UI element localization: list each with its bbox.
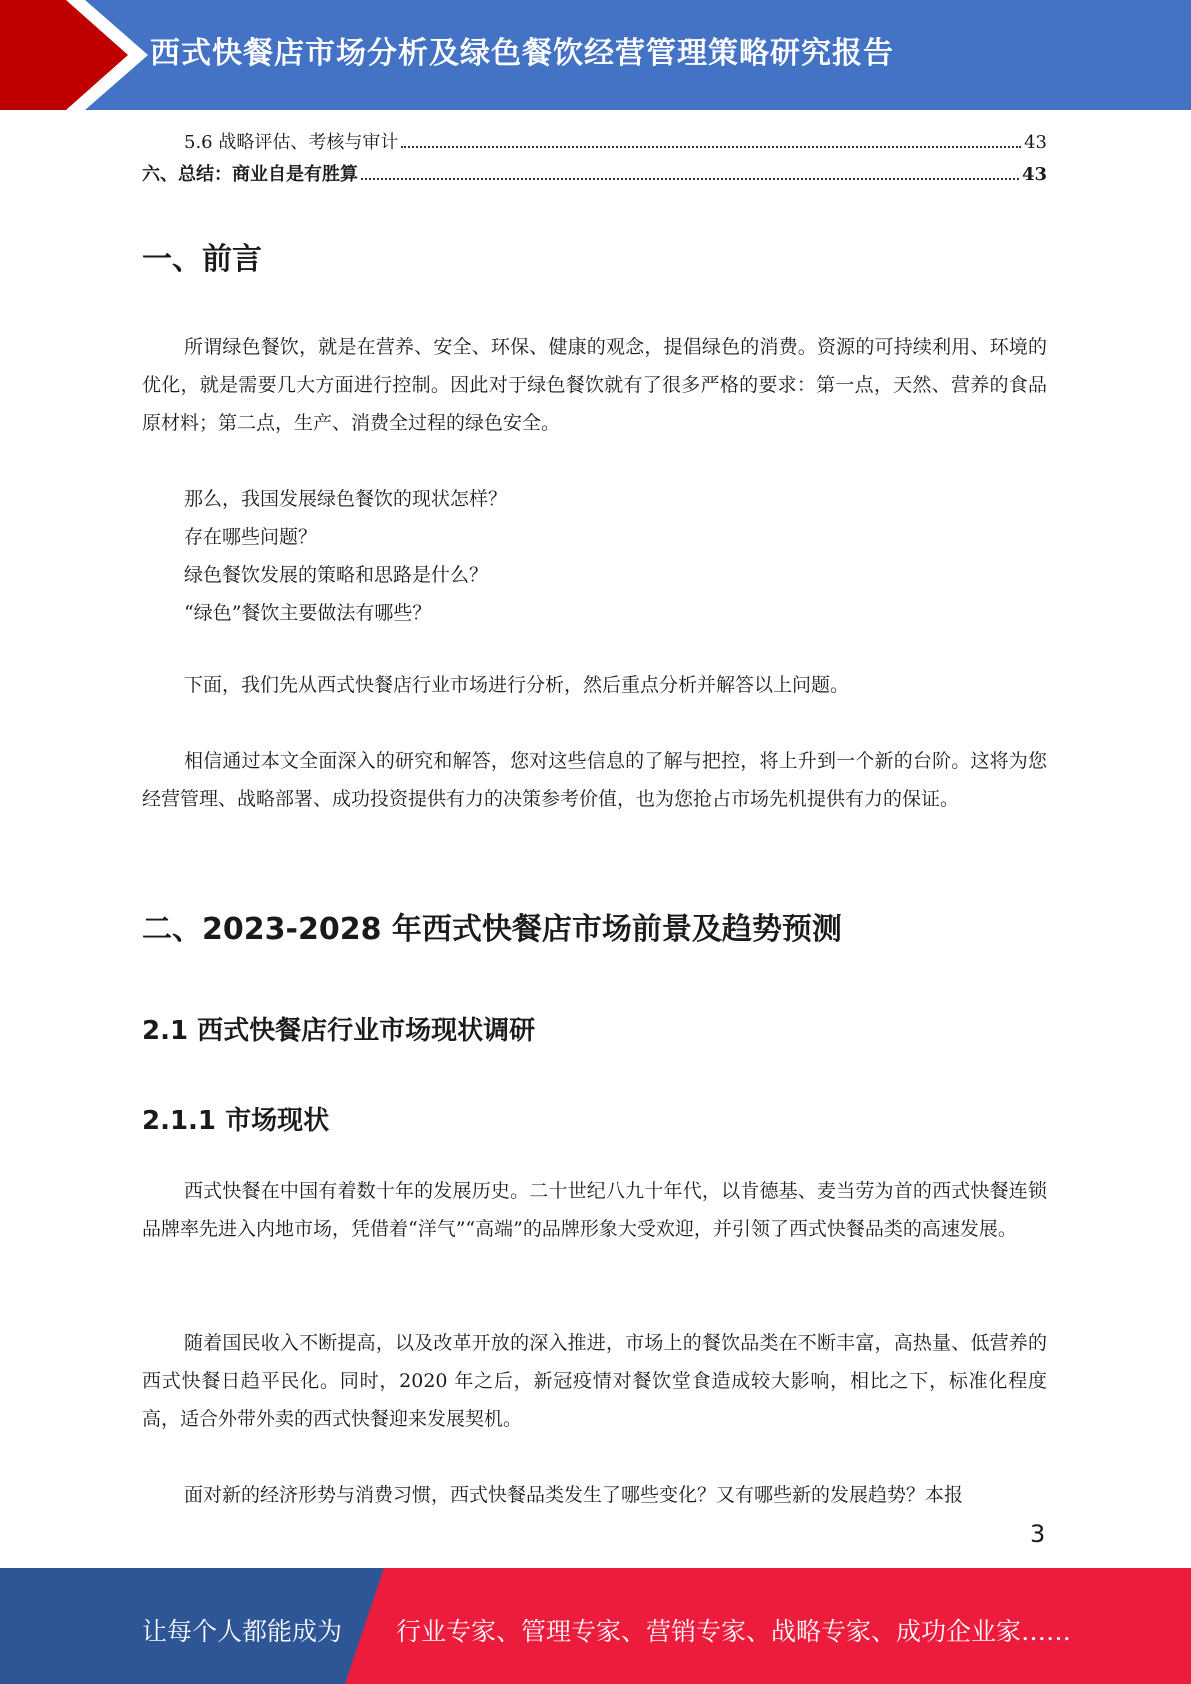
paragraph: 相信通过本文全面深入的研究和解答，您对这些信息的了解与把控，将上升到一个新的台阶。这将为您经营管理、战略部署、成功投资提供有力的决策参考价值，也为您抢占市场先机提供有力的保证。 bbox=[142, 750, 1047, 810]
footer-slogan-left: 让每个人都能成为 bbox=[142, 1617, 343, 1646]
paragraph: 面对新的经济形势与消费习惯，西式快餐品类发生了哪些变化？又有哪些新的发展趋势？本报 bbox=[184, 1484, 964, 1506]
table-of-contents bbox=[142, 128, 1047, 192]
toc-entry[interactable] bbox=[142, 160, 1047, 192]
question-line: 存在哪些问题？ bbox=[184, 526, 318, 548]
toc-entry-page: 43 bbox=[1021, 164, 1047, 185]
page-content bbox=[142, 128, 1047, 1506]
toc-leader-dots bbox=[401, 146, 1021, 148]
page-number: 3 bbox=[1030, 1520, 1046, 1548]
subsection-heading-market-research: 2.1 西式快餐店行业市场现状调研 bbox=[142, 1016, 536, 1046]
section-heading-market-outlook: 二、2023-2028 年西式快餐店市场前景及趋势预测 bbox=[142, 912, 842, 947]
toc-entry-title: 5.6 战略评估、考核与审计 bbox=[184, 132, 399, 153]
question-line: 绿色餐饮发展的策略和思路是什么？ bbox=[184, 564, 489, 586]
header-title: 西式快餐店市场分析及绿色餐饮经营管理策略研究报告 bbox=[150, 36, 894, 71]
paragraph: 下面，我们先从西式快餐店行业市场进行分析，然后重点分析并解答以上问题。 bbox=[184, 674, 850, 696]
section-heading-preface: 一、前言 bbox=[142, 242, 262, 277]
paragraph: 所谓绿色餐饮，就是在营养、安全、环保、健康的观念，提倡绿色的消费。资源的可持续利用、环境的优化，就是需要几大方面进行控制。因此对于绿色餐饮就有了很多严格的要求：第一点，天然、营养的食品原材料；第二点，生产、消费全过程的绿色安全。 bbox=[142, 336, 1047, 434]
toc-leader-dots bbox=[361, 178, 1019, 180]
page-header bbox=[0, 0, 1191, 110]
paragraph: 西式快餐在中国有着数十年的发展历史。二十世纪八九十年代，以肯德基、麦当劳为首的西式快餐连锁品牌率先进入内地市场，凭借着“洋气”“高端”的品牌形象大受欢迎，并引领了西式快餐品类的高速发展。 bbox=[142, 1180, 1047, 1240]
question-line: 那么，我国发展绿色餐饮的现状怎样？ bbox=[184, 488, 508, 510]
footer-slogan-right: 行业专家、管理专家、营销专家、战略专家、成功企业家…… bbox=[396, 1617, 1072, 1646]
toc-entry[interactable] bbox=[142, 128, 1047, 160]
question-line: “绿色”餐饮主要做法有哪些？ bbox=[184, 602, 432, 624]
toc-entry-title: 六、总结：商业自是有胜算 bbox=[142, 164, 358, 185]
page-footer bbox=[0, 1568, 1191, 1684]
toc-entry-page: 43 bbox=[1024, 132, 1047, 153]
subsection-heading-market-status: 2.1.1 市场现状 bbox=[142, 1106, 330, 1136]
paragraph: 随着国民收入不断提高，以及改革开放的深入推进，市场上的餐饮品类在不断丰富，高热量、低营养的西式快餐日趋平民化。同时，2020 年之后，新冠疫情对餐饮堂食造成较大影响，相比之下，标准化程度高，适合外带外卖的西式快餐迎来发展契机。 bbox=[142, 1332, 1047, 1430]
